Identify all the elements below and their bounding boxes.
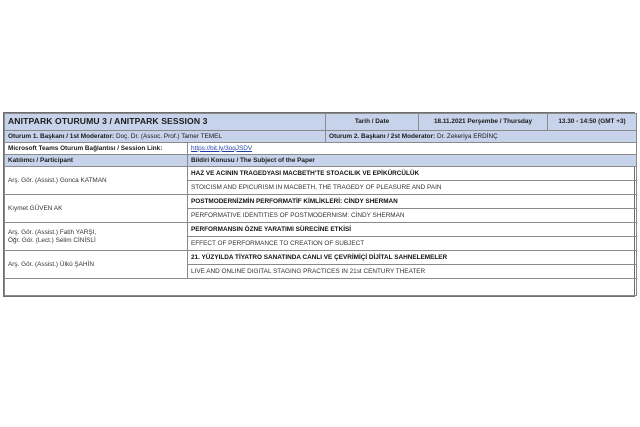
date-value: 18.11.2021 Perşembe / Thursday (419, 114, 548, 131)
table-row (5, 167, 637, 181)
second-moderator-label: Oturum 2. Başkanı / 2st Moderator: (329, 132, 436, 140)
teams-link-row (5, 143, 637, 155)
participant-name-second: Öğr. Gör. (Lect.) Selim CİNİSLİ (8, 236, 96, 244)
participant-cell (5, 167, 188, 195)
teams-session-link[interactable]: https://bit.ly/3oqJSDV (191, 144, 253, 152)
paper-title-tr: HAZ VE ACININ TRAGEDYASI MACBETH'TE STOACILIK VE EPİKÜRCÜLÜK (188, 167, 637, 181)
participant-name: Arş. Gör. (Assist.) Ülkü ŞAHİN (8, 260, 94, 268)
table-row (5, 195, 637, 209)
session-title: ANITPARK OTURUMU 3 / ANITPARK SESSION 3 (5, 114, 326, 131)
table-row (5, 251, 637, 265)
participant-cell (5, 251, 188, 279)
second-moderator-cell (326, 131, 637, 143)
paper-title-en: STOICISM AND EPICURISM IN MACBETH, THE TRAGEDY OF PLEASURE AND PAIN (188, 181, 637, 195)
paper-title-en: PERFORMATIVE IDENTITIES OF POSTMODERNISM: CİNDY SHERMAN (188, 209, 637, 223)
first-moderator-label: Oturum 1. Başkanı / 1st Moderator: (8, 132, 115, 140)
second-moderator-name: Dr. Zekeriya ERDİNÇ (436, 132, 498, 140)
paper-title-tr: POSTMODERNİZMİN PERFORMATİF KİMLİKLERİ: CİNDY SHERMAN (188, 195, 637, 209)
first-moderator-name: Doç. Dr. (Assoc. Prof.) Tamer TEMEL (115, 132, 222, 140)
teams-link-label: Microsoft Teams Oturum Bağlantısı / Session Link: (5, 143, 188, 155)
first-moderator-cell (5, 131, 326, 143)
empty-footer-row (5, 279, 637, 296)
column-header-row (5, 155, 637, 167)
table-row (5, 223, 637, 237)
time-value: 13.30 - 14:50 (GMT +3) (548, 114, 637, 131)
participant-cell (5, 195, 188, 223)
participant-name: Kıymet GÜVEN AK (8, 204, 63, 212)
session-title-row (5, 114, 637, 131)
moderators-row (5, 131, 637, 143)
participant-name: Arş. Gör. (Assist.) Gonca KATMAN (8, 176, 107, 184)
participant-cell (5, 223, 188, 251)
date-label: Tarih / Date (326, 114, 419, 131)
paper-title-tr: 21. YÜZYILDA TİYATRO SANATINDA CANLI VE ÇEVRİMİÇİ DİJİTAL SAHNELEMELER (188, 251, 637, 265)
participant-header: Katılımcı / Participant (5, 155, 188, 167)
empty-footer-cell (5, 279, 637, 296)
session-schedule-table (3, 112, 635, 297)
paper-title-en: EFFECT OF PERFORMANCE TO CREATION OF SUBJECT (188, 237, 637, 251)
subject-header: Bildiri Konusu / The Subject of the Paper (188, 155, 637, 167)
paper-title-en: LIVE AND ONLINE DIGITAL STAGING PRACTICES IN 21st CENTURY THEATER (188, 265, 637, 279)
paper-title-tr: PERFORMANSIN ÖZNE YARATIMI SÜRECİNE ETKİSİ (188, 223, 637, 237)
participant-name: Arş. Gör. (Assist.) Fatih YARŞI, (8, 229, 97, 237)
teams-link-cell (188, 143, 637, 155)
